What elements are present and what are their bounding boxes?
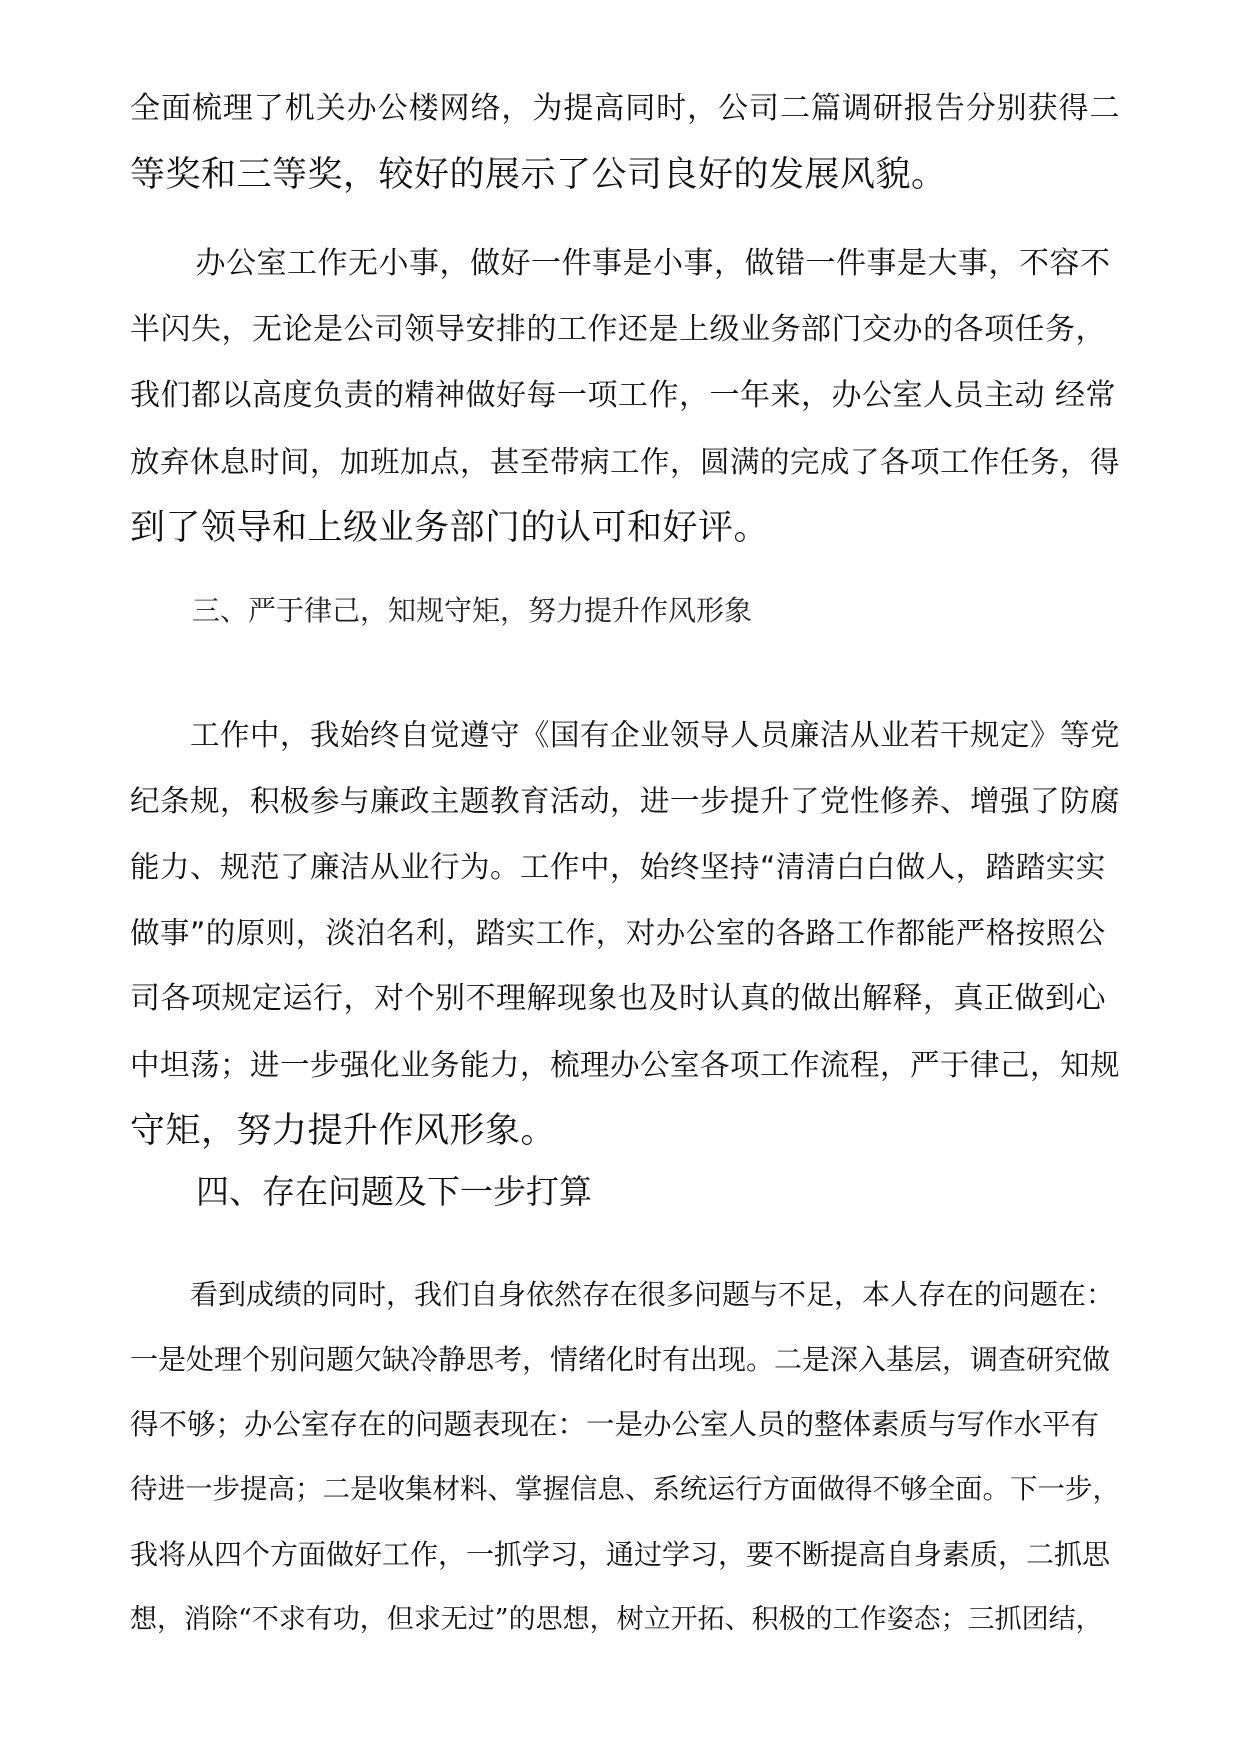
- text-line: 工作中，我始终自觉遵守《国有企业领导人员廉洁从业若干规定》等党: [190, 718, 1121, 752]
- text-line: 待进一步提高；二是收集材料、掌握信息、系统运行方面做得不够全面。下一步，: [130, 1473, 1120, 1505]
- section-heading-4: [130, 1164, 1120, 1220]
- text-line: 司各项规定运行，对个别不理解现象也及时认真的做出解释，真正做到心: [130, 981, 1106, 1016]
- text-line: 到了领导和上级业务部门的认可和好评。: [130, 508, 770, 548]
- paragraph-network-and-awards: [130, 76, 1120, 208]
- heading-text: 三、严于律己，知规守矩，努力提升作风形象: [192, 594, 753, 627]
- text-line: 半闪失，无论是公司领导安排的工作还是上级业务部门交办的各项任务，: [130, 312, 1106, 347]
- text-line: 守矩，努力提升作风形象。: [130, 1111, 557, 1151]
- heading-text: 四、存在问题及下一步打算: [196, 1172, 592, 1211]
- text-line: 办公室工作无小事，做好一件事是小事，做错一件事是大事，不容不: [165, 246, 1111, 281]
- text-line: 一是处理个别问题欠缺冷静思考，情绪化时有出现。二是深入基层，调查研究做: [130, 1343, 1111, 1376]
- paragraph-integrity: [130, 702, 1120, 1164]
- text-line: 能力、规范了廉洁从业行为。工作中，始终坚持“清清白白做人，踏踏实实: [130, 850, 1106, 884]
- text-line: 我将从四个方面做好工作，一抓学习，通过学习，要不断提高自身素质，二抓思: [130, 1538, 1111, 1571]
- text-line: 中坦荡；进一步强化业务能力，梳理办公室各项工作流程，严于律己，知规: [130, 1048, 1121, 1082]
- text-line: 放弃休息时间，加班加点，甚至带病工作，圆满的完成了各项工作任务，得: [130, 445, 1121, 479]
- text-line: 得不够；办公室存在的问题表现在：一是办公室人员的整体素质与写作水平有: [130, 1408, 1100, 1441]
- text-line: 想，消除“不求有功，但求无过”的思想，树立开拓、积极的工作姿态；三抓团结，: [130, 1604, 1103, 1635]
- text-line: 看到成绩的同时，我们自身依然存在很多问题与不足，本人存在的问题在：: [190, 1278, 1115, 1311]
- text-line: 纪条规，积极参与廉政主题教育活动，进一步提升了党性修养、增强了防腐: [130, 784, 1121, 818]
- text-line: 我们都以高度负责的精神做好每一项工作，一年来，办公室人员主动 经常: [130, 378, 1117, 413]
- text-line: 等奖和三等奖，较好的展示了公司良好的发展风貌。: [130, 155, 947, 195]
- paragraph-problems-and-plans: [130, 1262, 1120, 1652]
- text-line: 做事”的原则，淡泊名利，踏实工作，对办公室的各路工作都能严格按照公: [130, 916, 1106, 950]
- text-line: 全面梳理了机关办公楼网络，为提高同时，公司二篇调研报告分别获得二: [130, 91, 1120, 126]
- section-heading-3: [130, 586, 1120, 636]
- paragraph-office-work: [130, 231, 1120, 561]
